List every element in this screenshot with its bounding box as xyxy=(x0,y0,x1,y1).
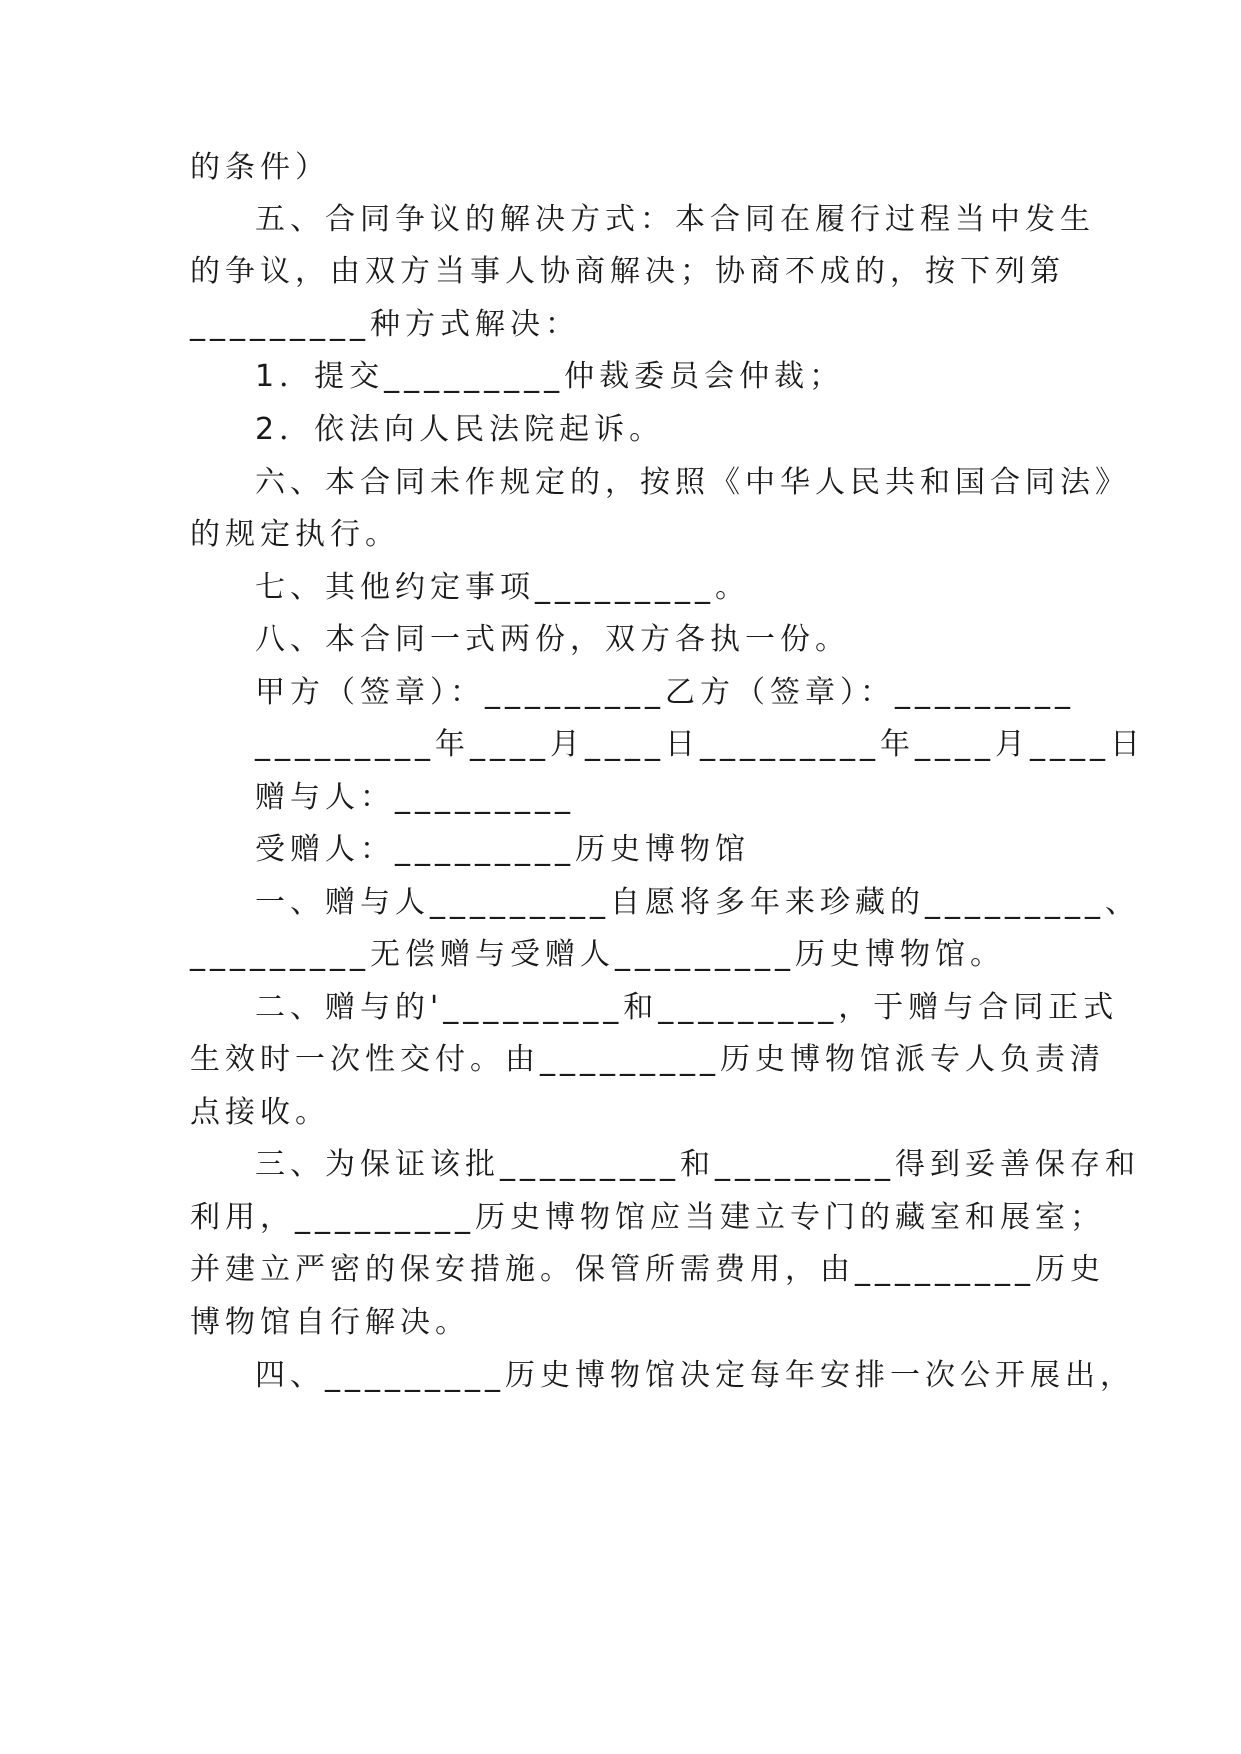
text-line: 赠与人：_________ xyxy=(255,780,575,815)
text-line: 的规定执行。 xyxy=(190,517,400,552)
text-line: 利用，_________历史博物馆应当建立专门的藏室和展室； xyxy=(190,1200,1105,1235)
text-line: 七、其他约定事项_________。 xyxy=(255,570,750,605)
text-line: 五、合同争议的解决方式：本合同在履行过程当中发生 xyxy=(255,202,1095,237)
text-line: 生效时一次性交付。由_________历史博物馆派专人负责清 xyxy=(190,1042,1105,1077)
text-line: 一、赠与人_________自愿将多年来珍藏的_________、 xyxy=(255,885,1140,920)
text-line: 的条件） xyxy=(190,150,330,185)
text-line: 的争议，由双方当事人协商解决；协商不成的，按下列第 xyxy=(190,254,1065,289)
text-line: _________种方式解决： xyxy=(190,307,580,342)
text-line: 四、_________历史博物馆决定每年安排一次公开展出， xyxy=(255,1358,1135,1393)
text-line: 1．提交_________仲裁委员会仲裁； xyxy=(255,359,845,394)
text-line: 二、赠与的'_________和_________，于赠与合同正式 xyxy=(255,990,1119,1025)
text-line: 并建立严密的保安措施。保管所需费用，由_________历史 xyxy=(190,1252,1105,1287)
text-line: 六、本合同未作规定的，按照《中华人民共和国合同法》 xyxy=(255,465,1130,500)
text-line: 甲方（签章）：_________乙方（签章）：_________ xyxy=(255,675,1075,710)
text-line: 三、为保证该批_________和_________得到妥善保存和 xyxy=(255,1147,1140,1182)
text-line: 博物馆自行解决。 xyxy=(190,1305,470,1340)
text-line: 2．依法向人民法院起诉。 xyxy=(255,412,665,447)
text-line: 八、本合同一式两份，双方各执一份。 xyxy=(255,622,850,657)
text-line: _________无偿赠与受赠人_________历史博物馆。 xyxy=(190,937,1005,972)
text-line: 点接收。 xyxy=(190,1095,330,1130)
text-line: _________年____月____日_________年____月____日 xyxy=(255,727,1145,762)
text-line: 受赠人：_________历史博物馆 xyxy=(255,832,750,867)
